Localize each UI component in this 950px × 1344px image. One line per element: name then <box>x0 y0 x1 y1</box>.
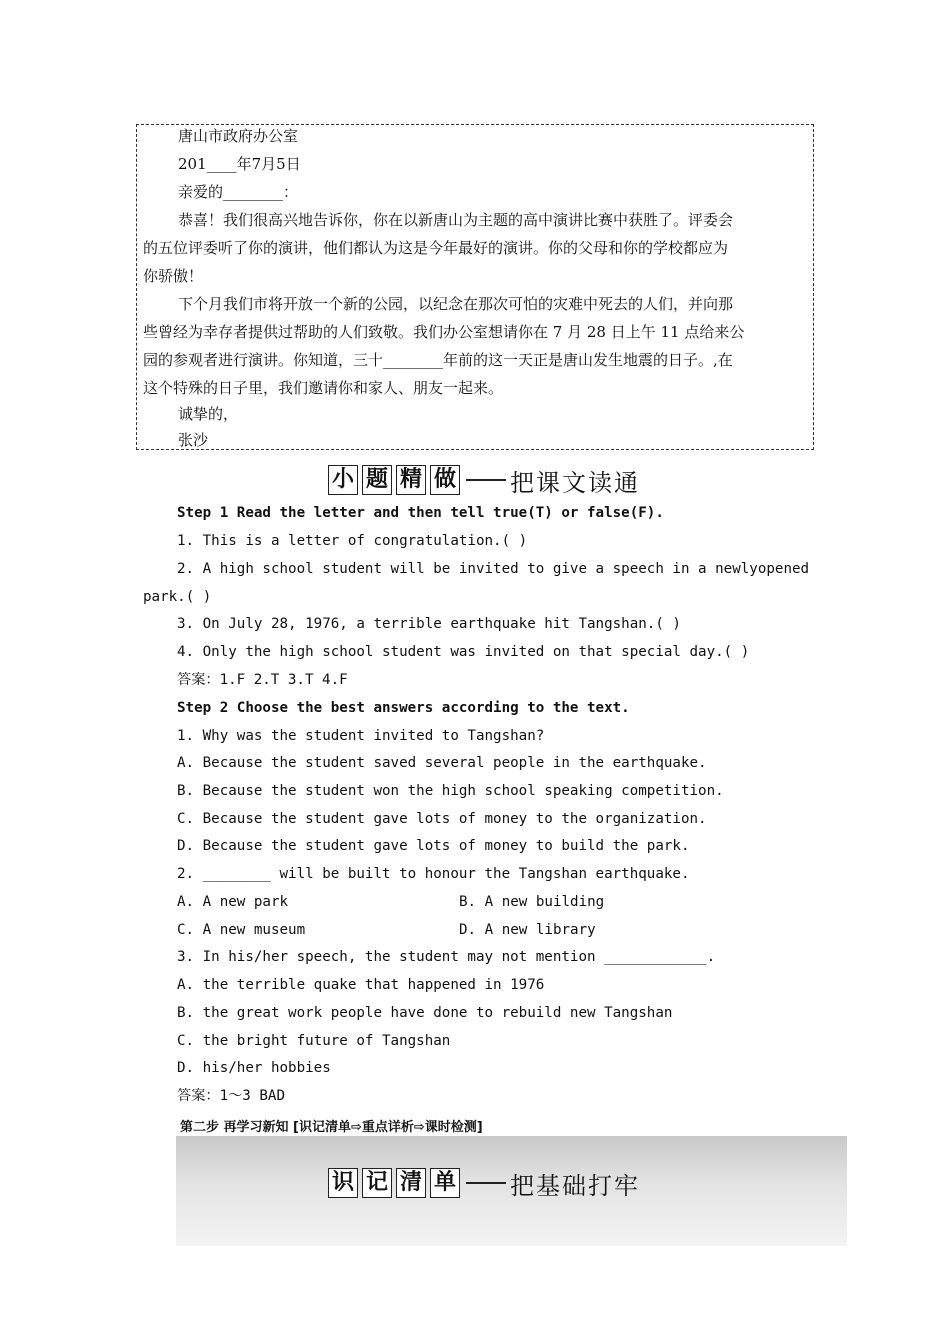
step2-option: B. Because the student won the high school speaking competition. <box>177 783 724 799</box>
step2-option: A. A new park <box>177 894 289 910</box>
heading-char: 题 <box>362 465 392 495</box>
heading-char: 清 <box>396 1168 426 1198</box>
letter-line: 的五位评委听了你的演讲，他们都认为这是今年最好的演讲。你的父母和你的学校都应为 <box>143 239 729 257</box>
step1-title: Step 1 Read the letter and then tell true(T) or false(F). <box>177 505 664 521</box>
step1-item: 1. This is a letter of congratulation.( ) <box>177 533 528 549</box>
step2-option: D. Because the student gave lots of money to build the park. <box>177 838 690 854</box>
step-navigation: 第二步 再学习新知 [识记清单⇨重点详析⇨课时检测] <box>180 1120 483 1135</box>
letter-date: 201____年7月5日 <box>178 155 301 173</box>
letter-line: 恭喜！我们很高兴地告诉你，你在以新唐山为主题的高中演讲比赛中获胜了。评委会 <box>178 211 734 229</box>
step1-item: 3. On July 28, 1976, a terrible earthquake hit Tangshan.( ) <box>177 616 681 632</box>
step1-item-cont: park.( ) <box>143 589 212 605</box>
heading-char: 精 <box>396 465 426 495</box>
step2-question: 3. In his/her speech, the student may not mention ____________. <box>177 949 716 965</box>
letter-line: 园的参观者进行演讲。你知道，三十________年前的这一天正是唐山发生地震的日子。,在 <box>143 351 733 369</box>
step2-option: C. A new museum <box>177 922 306 938</box>
step2-option: D. his/her hobbies <box>177 1060 331 1076</box>
step2-option: D. A new library <box>459 922 596 938</box>
step2-question: 1. Why was the student invited to Tangshan? <box>177 728 545 744</box>
letter-line: 你骄傲！ <box>143 267 204 285</box>
step2-option: C. Because the student gave lots of money to the organization. <box>177 811 707 827</box>
step2-option: A. the terrible quake that happened in 1976 <box>177 977 545 993</box>
heading-tail: 把基础打牢 <box>510 1171 640 1200</box>
heading-char: 单 <box>430 1168 460 1198</box>
heading-tail: 把课文读通 <box>510 468 640 497</box>
heading-dash <box>466 479 506 481</box>
heading-char: 识 <box>328 1168 358 1198</box>
letter-line: 些曾经为幸存者提供过帮助的人们致敬。我们办公室想请你在 7 月 28 日上午 11 点给来公 <box>143 323 745 341</box>
heading-char: 小 <box>328 465 358 495</box>
letter-sender: 唐山市政府办公室 <box>178 127 299 145</box>
step2-option: C. the bright future of Tangshan <box>177 1033 451 1049</box>
heading-char: 记 <box>362 1168 392 1198</box>
step2-option: B. the great work people have done to rebuild new Tangshan <box>177 1005 673 1021</box>
heading-char: 做 <box>430 465 460 495</box>
letter-closing: 诚挚的， <box>178 405 239 423</box>
step2-answer: 答案：1～3 BAD <box>177 1088 285 1104</box>
step2-option: B. A new building <box>459 894 605 910</box>
step1-answer: 答案：1.F 2.T 3.T 4.F <box>177 672 348 688</box>
heading-dash <box>466 1182 506 1184</box>
step2-question: 2. ________ will be built to honour the Tangshan earthquake. <box>177 866 690 882</box>
letter-greeting: 亲爱的________： <box>178 183 299 201</box>
step2-option: A. Because the student saved several people in the earthquake. <box>177 755 707 771</box>
section-heading-1 <box>328 462 640 498</box>
section-heading-2 <box>328 1165 640 1201</box>
step2-title: Step 2 Choose the best answers according to the text. <box>177 700 630 716</box>
letter-line: 这个特殊的日子里，我们邀请你和家人、朋友一起来。 <box>143 379 504 397</box>
step1-item: 2. A high school student will be invited to give a speech in a newlyopened <box>177 561 810 577</box>
letter-signature: 张沙 <box>178 431 209 449</box>
step1-item: 4. Only the high school student was invited on that special day.( ) <box>177 644 750 660</box>
letter-line: 下个月我们市将开放一个新的公园，以纪念在那次可怕的灾难中死去的人们，并向那 <box>178 295 734 313</box>
